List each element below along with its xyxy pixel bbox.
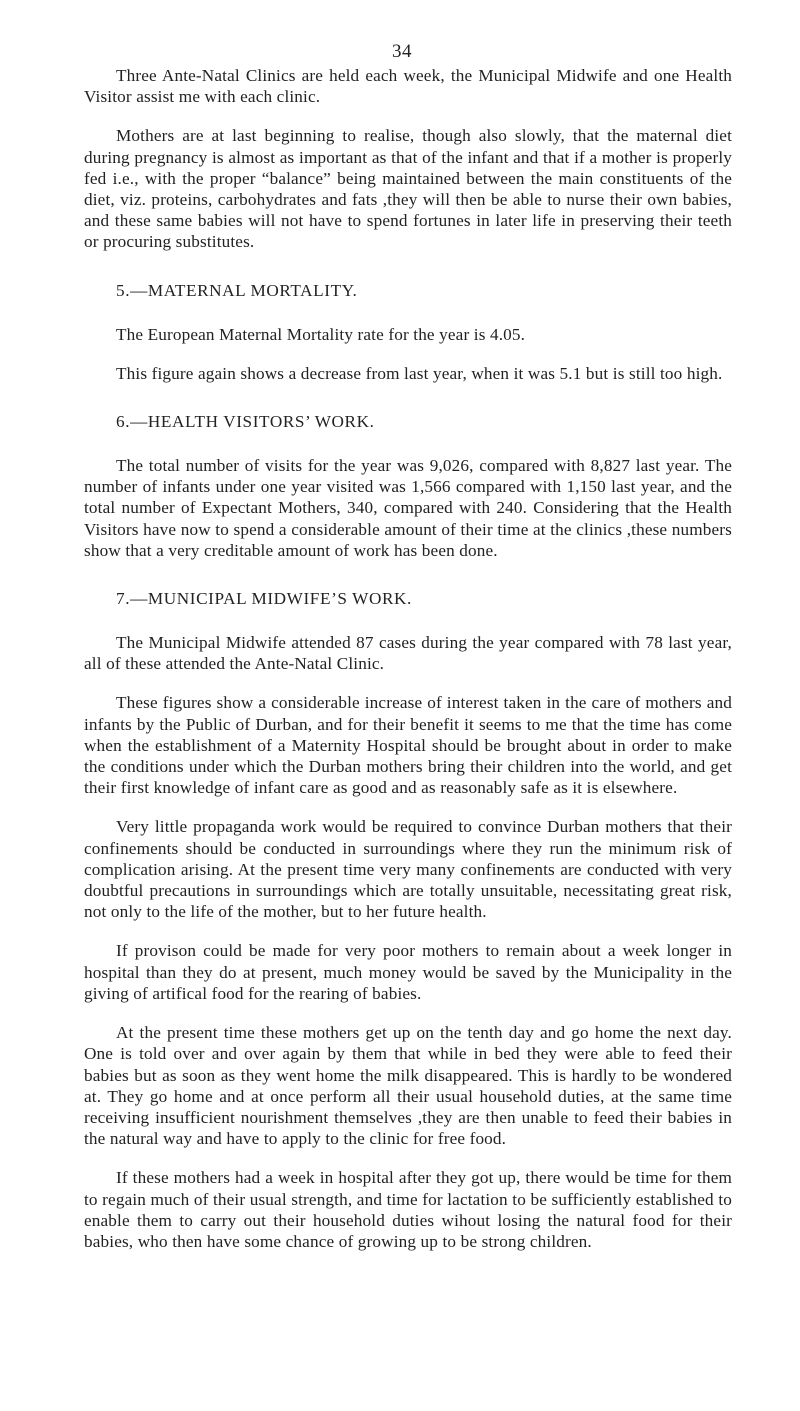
section-heading-maternal-mortality: 5.—MATERNAL MORTALITY. — [116, 280, 358, 300]
paragraph-mortality-rate: The European Maternal Mortality rate for the year is 4.05. — [116, 324, 526, 344]
paragraph-propaganda: Very little propaganda work would be required to convince Durban mothers that their confinements should be conducted in surroundings where they run the minimum risk of complication arising. At the present time very many confinements are conducted with very doubtful precautions in surroundings which are totally unsuitable, necessitating great risk, not only to the life of the mother, but to her future health. — [84, 817, 732, 922]
paragraph-diet: Mothers are at last beginning to realise, though also slowly, that the maternal diet during pregnancy is almost as important as that of the infant and that if a mother is properly fed i.e., with the proper “balance” being maintained between the main constituents of the diet, viz. proteins, carbohydrates and fats ,they will then be able to nurse their own babies, and these same babies will not have to spend fortunes in later life in preserving their teeth or procuring substitutes. — [84, 126, 732, 252]
page-number: 34 — [392, 41, 412, 62]
paragraph-tenth-day: At the present time these mothers get up on the tenth day and go home the next day. One is told over and over again by them that while in bed they were able to feed their babies but as soon as they went home the milk disappeared. This is hardly to be wondered at. They go home and at once perform all their usual household duties, at the same time receiving insufficient nourishment themselves ,they are then unable to feed their babies in the natural way and have to apply to the clinic for free food. — [84, 1023, 732, 1149]
paragraph-maternity-hospital: These figures show a considerable increase of interest taken in the care of mothers and infants by the Public of Durban, and for their benefit it seems to me that the time has come when the establishment of a Maternity Hospital should be brought about in order to make the conditions under which the Durban mothers bring their children into the world, and get their first knowledge of infant care as good and as reasonably safe as it is elsewhere. — [84, 693, 732, 798]
paragraph-mortality-trend: This figure again shows a decrease from last year, when it was 5.1 but is still too high. — [116, 363, 723, 383]
paragraph-visits: The total number of visits for the year was 9,026, compared with 8,827 last year. The number of infants under one year visited was 1,566 compared with 1,150 last year, and the total number of Expectant Mothers, 340, compared with 240. Considering that the Health Visitors have now to spend a considerable amount of their time at the clinics ,these numbers show that a very creditable amount of work has been done. — [84, 456, 732, 560]
section-heading-municipal-midwife: 7.—MUNICIPAL MIDWIFE’S WORK. — [116, 589, 412, 609]
paragraph-clinics: Three Ante-Natal Clinics are held each week, the Municipal Midwife and one Health Visitor assist me with each clinic. — [84, 66, 732, 107]
section-heading-health-visitors: 6.—HEALTH VISITORS’ WORK. — [116, 412, 375, 432]
paragraph-provision: If provison could be made for very poor mothers to remain about a week longer in hospital than they do at present, much money would be saved by the Municipality in the giving of artifical food for the rearing of babies. — [84, 941, 732, 1003]
paragraph-midwife-cases: The Municipal Midwife attended 87 cases during the year compared with 78 last year, all of these attended the Ante-Natal Clinic. — [84, 633, 732, 674]
paragraph-week-in-hospital: If these mothers had a week in hospital after they got up, there would be time for them to regain much of their usual strength, and time for lactation to be sufficiently established to enable them to carry out their household duties wihout losing the natural food for their babies, who then have some chance of growing up to be strong children. — [84, 1168, 732, 1251]
page-body — [84, 65, 732, 1252]
